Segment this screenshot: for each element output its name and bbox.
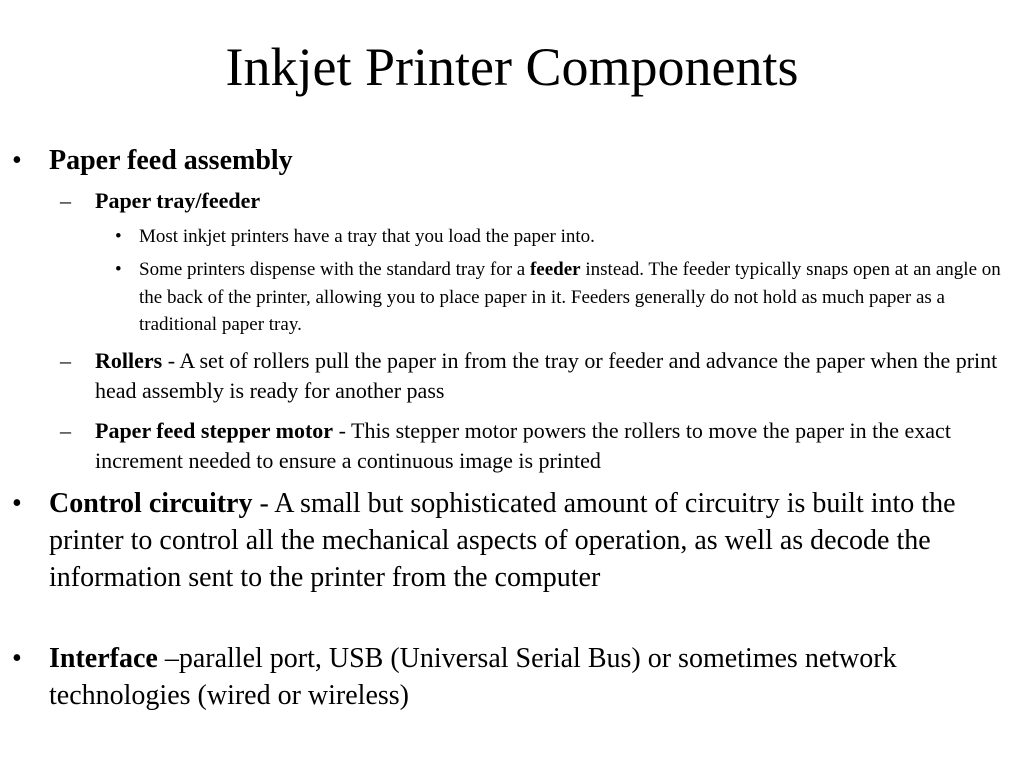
rollers-text: - A set of rollers pull the paper in from the tray or feeder and advance the paper when the print head assembly is ready for another pass (95, 348, 998, 403)
tray-point-2 (139, 256, 1004, 339)
bullet-l1: • (12, 488, 22, 519)
rollers-term: Rollers (95, 348, 163, 373)
bullet-l1: • (12, 643, 22, 674)
bullet-l3: • (115, 259, 122, 280)
interface-item (49, 640, 1009, 714)
control-term: Control circuitry (49, 488, 253, 519)
tray-point-2-pre: Some printers dispense with the standard tray for a (139, 259, 530, 280)
paper-feed-heading (49, 142, 1009, 179)
slide-title: Inkjet Printer Components (225, 37, 799, 97)
control-text: - A small but sophisticated amount of circuitry is built into the printer to control all the mechanical aspects of operation, as well as decode the information sent to the printer from the computer (49, 488, 956, 593)
rollers-item (95, 346, 1000, 406)
tray-point-2-post: instead. The feeder typically snaps open at an angle on the back of the printer, allowing you to place paper in it. Feeders generally do not hold as much paper as a traditional paper tray. (139, 259, 1001, 335)
dash-l2: – (60, 188, 71, 213)
stepper-term: Paper feed stepper motor (95, 418, 334, 443)
interface-text: –parallel port, USB (Universal Serial Bus) or sometimes network technologies (wired or wireless) (49, 643, 897, 711)
interface-term: Interface (49, 643, 158, 674)
bullet-l3: • (115, 226, 122, 247)
stepper-item (95, 416, 1000, 476)
bullet-l1: • (12, 145, 22, 176)
dash-l2: – (60, 348, 71, 373)
tray-point-1: Most inkjet printers have a tray that you load the paper into. (139, 226, 595, 247)
paper-tray-term: Paper tray/feeder (95, 188, 261, 213)
dash-l2: – (60, 418, 71, 443)
paper-feed-term: Paper feed assembly (49, 145, 293, 176)
paper-tray-heading (95, 186, 995, 216)
control-circuitry-item (49, 485, 1014, 596)
feeder-term: feeder (529, 259, 581, 280)
stepper-text: - This stepper motor powers the rollers to move the paper in the exact increment needed to ensure a continuous image is printed (95, 418, 951, 473)
